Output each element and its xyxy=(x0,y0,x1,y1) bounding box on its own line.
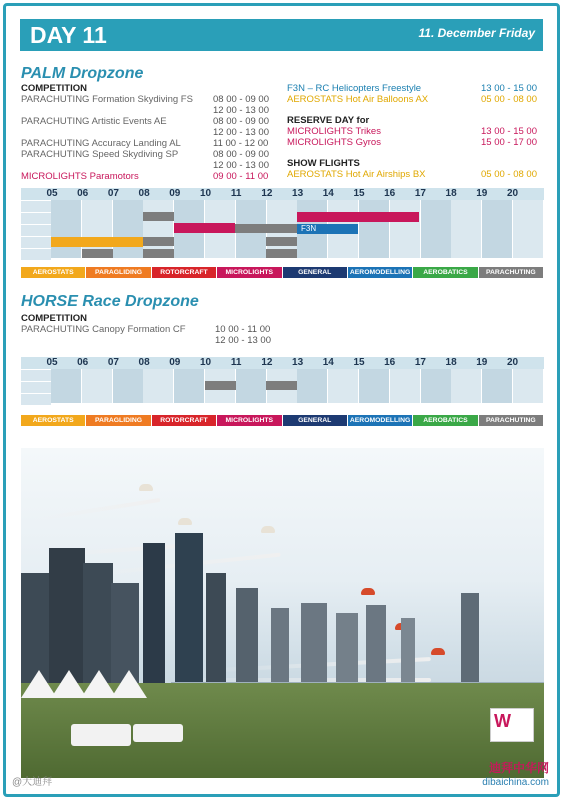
row-label-cell xyxy=(21,393,51,405)
parachuting-bar xyxy=(266,237,297,246)
hour-label: 12 xyxy=(261,357,273,368)
hour-column xyxy=(421,369,451,403)
hour-column xyxy=(390,200,420,258)
parachuting-bar xyxy=(266,381,297,390)
hour-column xyxy=(174,369,204,403)
horse-hours-row xyxy=(21,357,544,369)
row-label-cell xyxy=(21,248,51,260)
horse-legend xyxy=(21,415,544,435)
watermark-right: dibaichina.com xyxy=(482,777,549,788)
hour-column xyxy=(513,200,543,258)
event-logo: W xyxy=(490,708,534,742)
show-flights-label: SHOW FLIGHTS xyxy=(287,158,360,169)
hour-label: 08 xyxy=(138,357,150,368)
legend-item: AEROBATICS xyxy=(413,267,477,278)
day-header xyxy=(20,19,543,51)
hour-column xyxy=(451,200,481,258)
legend-item: ROTORCRAFT xyxy=(152,415,216,426)
legend-item: MICROLIGHTS xyxy=(217,267,281,278)
legend-item: AEROSTATS xyxy=(21,415,85,426)
row-label-cell xyxy=(21,236,51,248)
hour-label: 11 xyxy=(230,357,242,368)
hour-column xyxy=(328,369,358,403)
day-title: DAY 11 xyxy=(30,22,107,48)
hour-column xyxy=(421,200,451,258)
f3n-bar-label: F3N xyxy=(301,224,317,233)
hour-column xyxy=(143,369,173,403)
hour-label: 09 xyxy=(169,188,181,199)
aeromodelling-bar xyxy=(297,224,358,234)
hour-column xyxy=(51,369,81,403)
palm-schedule-grid xyxy=(21,200,544,258)
row-label-cell xyxy=(21,200,51,212)
hour-label: 13 xyxy=(292,188,304,199)
legend-item: AEROMODELLING xyxy=(349,269,411,276)
hour-label: 09 xyxy=(169,357,181,368)
hour-label: 12 xyxy=(261,188,273,199)
hour-column xyxy=(359,200,389,258)
hour-column xyxy=(451,369,481,403)
hour-label: 20 xyxy=(506,188,519,199)
legend-item: PARACHUTING xyxy=(479,267,543,278)
parachuting-bar xyxy=(235,224,266,233)
hour-label: 07 xyxy=(107,357,119,368)
watermark-left: @大迪拜 xyxy=(12,777,53,788)
horse-zone-title: HORSE Race Dropzone xyxy=(21,293,199,310)
row-label-cell xyxy=(21,224,51,236)
hour-label: 14 xyxy=(322,188,334,199)
hour-label: 10 xyxy=(199,357,212,368)
hour-column xyxy=(113,200,143,258)
aerostats-bar xyxy=(51,237,143,247)
reserve-label: RESERVE DAY for xyxy=(287,115,370,126)
palm-competition-label: COMPETITION xyxy=(21,83,87,94)
hour-label: 16 xyxy=(384,357,396,368)
parachuting-bar xyxy=(143,237,174,246)
legend-item: AEROMODELLING xyxy=(349,417,411,424)
row-label-cell xyxy=(21,381,51,393)
page-frame: DAY 11 11. December Friday PALM Dropzone COMPETITION PARACHUTING Formation Skydiving FS 08 00 - 09 00 12 00 - 13 00 PARACHUTING Artistic Events AE 08 00 - 09 00 12 00 - 13 00 PARACHUTING Accuracy Landing AL 11 00 - 12 00 PARACHUTING Speed Skydiving SP 08 00 - 09 00 12 00 - 13 00 MICROLIGHTS Paramotors 09 00 - 11 00 F3N – RC Helicopters Freestyle 13 00 - 15 00 AEROSTATS Hot Air Balloons AX 05 00 - 08 00 RESERVE DAY for MICROLIGHTS Trikes 13 00 - 15 00 MICROLIGHTS Gyros 15 00 - 17 00 SHOW FLIGHTS AEROSTATS Hot Air Airships BX 05 00 - 08 00 05 06 07 08 09 10 11 12 13 14 15 16 17 18 19 20 F3N AEROSTATS PARAGLIDING ROTORCRAFT MICROLIGHTS GENERAL AVIATION AEROMODELLING AEROBATICS PARACHUTING HORSE Race Dropzone COMPETITION PARACHUTING Canopy Formation CF 10 00 - 11 00 12 00 - 13 00 05 06 07 08 09 10 11 12 13 14 15 16 17 18 19 20 AEROSTATS PARAGLIDING ROTORCRAFT MICROLIGHTS GENERAL AVIATION AEROMODELLING AEROBATICS PARACHUTING W @大迪拜 迪拜中华网 dibaichina.com xyxy=(3,3,560,797)
microlights-bar xyxy=(174,223,235,233)
legend-item: PARAGLIDING xyxy=(86,267,150,278)
hour-column xyxy=(113,369,143,403)
hour-label: 16 xyxy=(384,188,396,199)
palm-hours-row xyxy=(21,188,544,200)
row-label-cell xyxy=(21,212,51,224)
parachuting-bar xyxy=(143,249,174,258)
event-photo xyxy=(21,448,544,778)
legend-item: ROTORCRAFT xyxy=(152,267,216,278)
horse-competition-label: COMPETITION xyxy=(21,313,87,324)
hour-label: 19 xyxy=(476,188,488,199)
hour-label: 14 xyxy=(322,357,334,368)
hour-label: 17 xyxy=(414,357,426,368)
parachuting-bar xyxy=(82,249,113,258)
hour-label: 08 xyxy=(138,188,150,199)
hour-label: 07 xyxy=(107,188,119,199)
hour-label: 11 xyxy=(230,188,242,199)
microlights-bar xyxy=(297,212,358,222)
hour-label: 05 xyxy=(46,357,58,368)
hour-label: 15 xyxy=(353,357,365,368)
hour-column xyxy=(236,369,266,403)
hour-column xyxy=(297,369,327,403)
hour-label: 15 xyxy=(353,188,365,199)
palm-zone-title: PALM Dropzone xyxy=(21,65,144,82)
parachuting-bar xyxy=(143,212,174,221)
hour-column xyxy=(390,369,420,403)
hour-column xyxy=(51,200,81,258)
palm-legend xyxy=(21,267,544,287)
legend-item: GENERAL AVIATION xyxy=(283,267,347,278)
parachuting-bar xyxy=(266,249,297,258)
parachuting-bar xyxy=(205,381,236,390)
hour-column xyxy=(482,200,512,258)
date-label: 11. December Friday xyxy=(418,26,535,40)
hour-column xyxy=(82,369,112,403)
hour-label: 18 xyxy=(445,357,457,368)
horse-schedule-grid xyxy=(21,369,544,403)
legend-item: PARACHUTING xyxy=(479,415,543,426)
hour-label: 05 xyxy=(46,188,58,199)
hour-label: 13 xyxy=(292,357,304,368)
hour-label: 10 xyxy=(199,188,212,199)
hour-label: 19 xyxy=(476,357,488,368)
legend-item: GENERAL AVIATION xyxy=(283,415,347,426)
legend-item: PARAGLIDING xyxy=(86,415,150,426)
hour-column xyxy=(482,369,512,403)
hour-label: 06 xyxy=(77,188,89,199)
microlights-bar xyxy=(358,212,419,222)
legend-item: MICROLIGHTS xyxy=(217,415,281,426)
hour-label: 06 xyxy=(77,357,89,368)
legend-item: AEROSTATS xyxy=(21,267,85,278)
hour-column xyxy=(359,369,389,403)
hour-label: 18 xyxy=(445,188,457,199)
hour-label: 17 xyxy=(414,188,426,199)
parachuting-bar xyxy=(266,224,297,233)
hour-column xyxy=(513,369,543,403)
row-label-cell xyxy=(21,369,51,381)
legend-item: AEROBATICS xyxy=(413,415,477,426)
hour-label: 20 xyxy=(506,357,519,368)
watermark-right-cn: 迪拜中华网 xyxy=(488,761,549,775)
